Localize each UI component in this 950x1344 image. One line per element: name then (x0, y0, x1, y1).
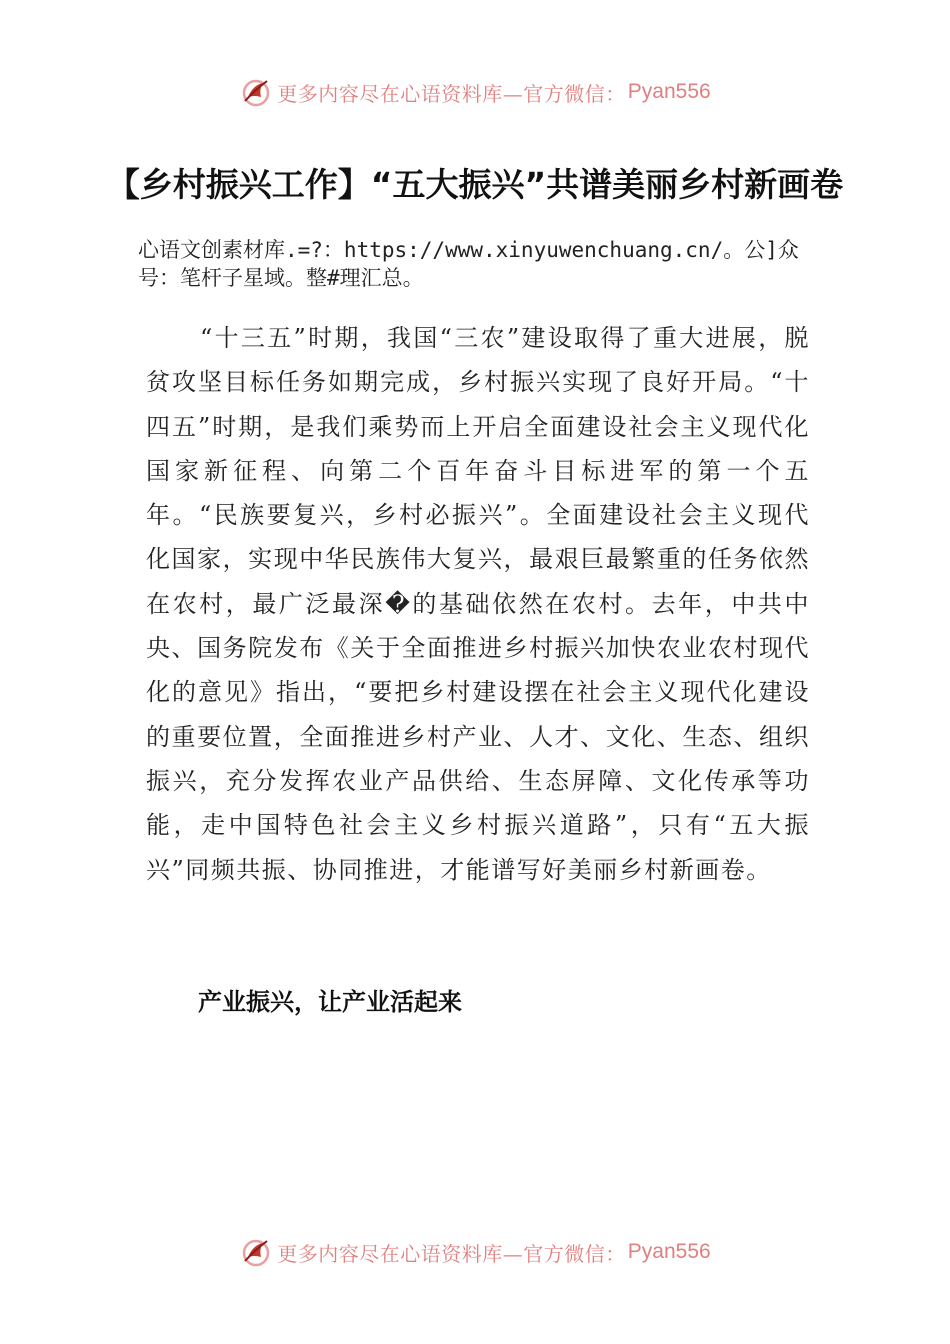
section-heading: 产业振兴，让产业活起来 (198, 988, 462, 1016)
brand-logo-icon (239, 75, 273, 109)
brand-logo-icon (239, 1235, 273, 1269)
body-paragraph: “十三五”时期，我国“三农”建设取得了重大进展，脱贫攻坚目标任务如期完成，乡村振兴实现了良好开局。“十四五”时期，是我们乘势而上开启全面建设社会主义现代化国家新征程、向第二个百年奋斗目标进军的第一个五年。“民族要复兴，乡村必振兴”。全面建设社会主义现代化国家，实现中华民族伟大复兴，最艰巨最繁重的任务依然在农村，最广泛最深�的基础依然在农村。去年，中共中央、国务院发布《关于全面推进乡村振兴加快农业农村现代化的意见》指出，“要把乡村建设摆在社会主义现代化建设的重要位置，全面推进乡村产业、人才、文化、生态、组织振兴，充分发挥农业产品供给、生态屏障、文化传承等功能，走中国特色社会主义乡村振兴道路”，只有“五大振兴”同频共振、协同推进，才能谱写好美丽乡村新画卷。 (146, 324, 810, 884)
watermark-text: 更多内容尽在心语资料库—官方微信： (277, 81, 626, 106)
header-watermark-banner (0, 72, 950, 112)
watermark-wechat-id: Pyan556 (627, 80, 711, 103)
footer-watermark-banner (0, 1232, 950, 1272)
watermark-text: 更多内容尽在心语资料库—官方微信： (277, 1241, 626, 1266)
document-title: 【乡村振兴工作】“五大振兴”共谱美丽乡村新画卷 (106, 165, 844, 204)
source-line: 心语文创素材库.=?：https://www.xinyuwenchuang.cn/。公]众号：笔杆子星域。整#理汇总。 (138, 238, 799, 290)
watermark-wechat-id: Pyan556 (627, 1240, 711, 1263)
